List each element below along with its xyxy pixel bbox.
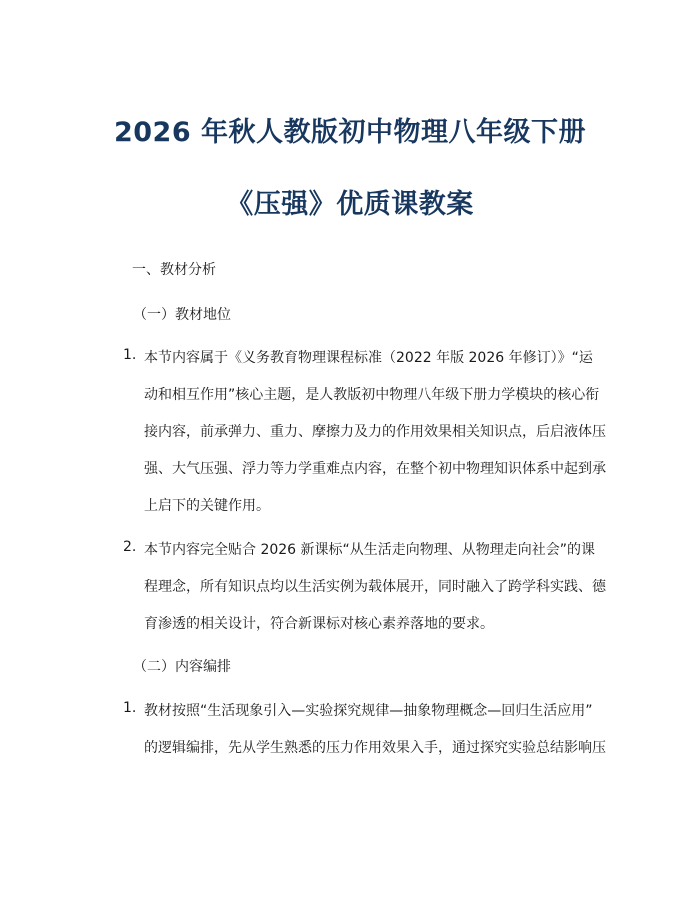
document-title-line-1: 2026 年秋人教版初中物理八年级下册 [113,117,587,148]
paragraph-line: 上启下的关键作用。 [144,498,270,514]
paragraph-line: 强、大气压强、浮力等力学重难点内容，在整个初中物理知识体系中起到承 [144,461,606,477]
paragraph-line: 接内容，前承弹力、重力、摩擦力及力的作用效果相关知识点，后启液体压 [144,424,606,440]
list-item-number: 1. [123,700,137,716]
paragraph-line: 的逻辑编排，先从学生熟悉的压力作用效果入手，通过探究实验总结影响压 [144,740,606,756]
paragraph-line: 动和相互作用”核心主题，是人教版初中物理八年级下册力学模块的核心衔 [144,387,600,403]
paragraph-line: 育渗透的相关设计，符合新课标对核心素养落地的要求。 [144,616,494,632]
section-heading-textbook-analysis: 一、教材分析 [132,262,216,278]
subsection-heading-content-arrangement: （二）内容编排 [133,659,231,675]
list-item-number: 2. [123,539,137,555]
paragraph-line: 教材按照“生活现象引入—实验探究规律—抽象物理概念—回归生活应用” [144,703,593,719]
subsection-heading-textbook-position: （一）教材地位 [133,307,231,323]
list-item-number: 1. [123,347,137,363]
document-title-line-2: 《压强》优质课教案 [226,189,474,220]
paragraph-line: 程理念，所有知识点均以生活实例为载体展开，同时融入了跨学科实践、德 [144,579,606,595]
paragraph-line: 本节内容完全贴合 2026 新课标“从生活走向物理、从物理走向社会”的课 [144,542,596,558]
paragraph-line: 本节内容属于《义务教育物理课程标准（2022 年版 2026 年修订）》“运 [144,350,593,366]
